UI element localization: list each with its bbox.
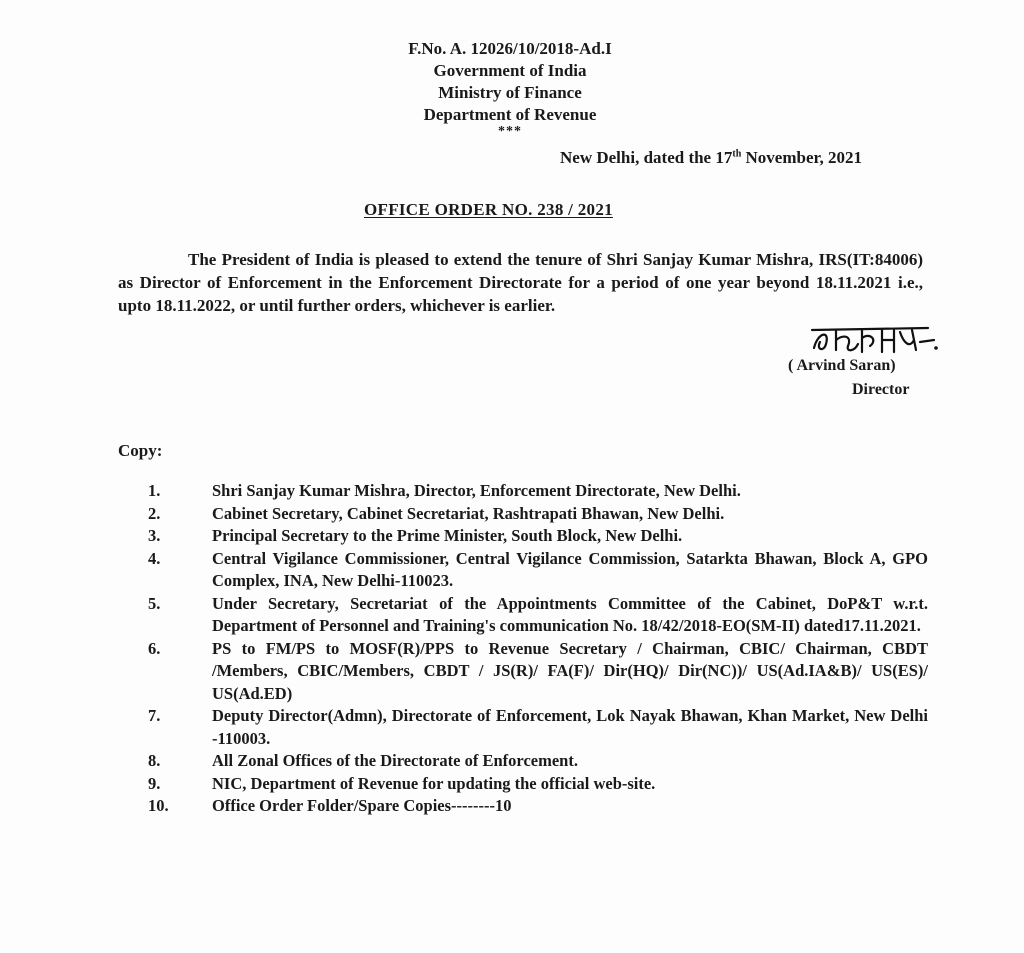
date-line: [560, 148, 862, 168]
list-item-text: Deputy Director(Admn), Directorate of Enforcement, Lok Nayak Bhawan, Khan Market, New Delhi -110003.: [212, 706, 928, 748]
list-item-number: 5.: [148, 593, 161, 613]
ministry-name: Ministry of Finance: [438, 83, 582, 102]
document-header: [330, 38, 690, 138]
list-item-text: Central Vigilance Commissioner, Central Vigilance Commission, Satarkta Bhawan, Block A, GPO Complex, INA, New Delhi-110023.: [212, 548, 928, 590]
list-item: [148, 593, 928, 638]
list-item: [148, 705, 928, 750]
list-item-number: 9.: [148, 773, 161, 793]
list-item: [148, 525, 928, 548]
list-item-text: Cabinet Secretary, Cabinet Secretariat, Rashtrapati Bhawan, New Delhi.: [212, 503, 725, 523]
copy-list: [148, 480, 928, 818]
handwritten-signature: [808, 318, 938, 358]
date-rest: November, 2021: [741, 148, 862, 167]
list-item: [148, 750, 928, 773]
list-item-number: 10.: [148, 796, 169, 815]
list-item-number: 7.: [148, 706, 161, 725]
list-item-number: 6.: [148, 638, 161, 658]
copy-label: Copy:: [118, 441, 163, 460]
signatory-designation: Director: [852, 381, 910, 398]
file-number: F.No. A. 12026/10/2018-Ad.I: [408, 39, 612, 58]
list-item-text: All Zonal Offices of the Directorate of Enforcement.: [212, 751, 578, 770]
government-name: Government of India: [433, 61, 587, 80]
list-item: [148, 638, 928, 706]
list-item: [148, 480, 928, 503]
order-body-text: The President of India is pleased to extend the tenure of Shri Sanjay Kumar Mishra, IRS(IT:84006) as Director of Enforcement in the Enforcement Directorate for a period of one year beyond 18.11.2021 i.e., upto 18.11.2022, or until further orders, whichever is earlier.: [118, 250, 923, 315]
signatory-name: ( Arvind Saran): [788, 357, 896, 374]
list-item: [148, 503, 928, 526]
list-item: [148, 795, 928, 818]
list-item-number: 8.: [148, 751, 161, 770]
list-item-text: Shri Sanjay Kumar Mishra, Director, Enforcement Directorate, New Delhi.: [212, 481, 741, 500]
list-item-text: Under Secretary, Secretariat of the Appointments Committee of the Cabinet, DoP&T w.r.t. Department of Personnel and Training's communication No. 18/42/2018-EO(SM-II) dated17.11.2021.: [212, 593, 928, 635]
date-ordinal-suffix: th: [732, 148, 742, 160]
list-item: [148, 773, 928, 796]
list-item-text: PS to FM/PS to MOSF(R)/PPS to Revenue Secretary / Chairman, CBIC/ Chairman, CBDT /Members, CBIC/Members, CBDT / JS(R)/ FA(F)/ Dir(HQ)/ Dir(NC))/ US(Ad.IA&B)/ US(ES)/ US(Ad.ED): [212, 638, 928, 703]
list-item-text: NIC, Department of Revenue for updating the official web-site.: [212, 773, 656, 793]
list-item-number: 4.: [148, 548, 161, 568]
header-separator: ***: [498, 124, 522, 139]
date-prefix: New Delhi, dated the 17: [560, 148, 733, 167]
list-item-number: 1.: [148, 481, 161, 500]
list-item-text: Office Order Folder/Spare Copies--------10: [212, 796, 512, 815]
list-item: [148, 548, 928, 593]
list-item-number: 2.: [148, 503, 161, 523]
department-name: Department of Revenue: [423, 105, 597, 124]
list-item-text: Principal Secretary to the Prime Minister, South Block, New Delhi.: [212, 526, 683, 545]
office-order-title: OFFICE ORDER NO. 238 / 2021: [364, 200, 613, 219]
list-item-number: 3.: [148, 526, 161, 545]
